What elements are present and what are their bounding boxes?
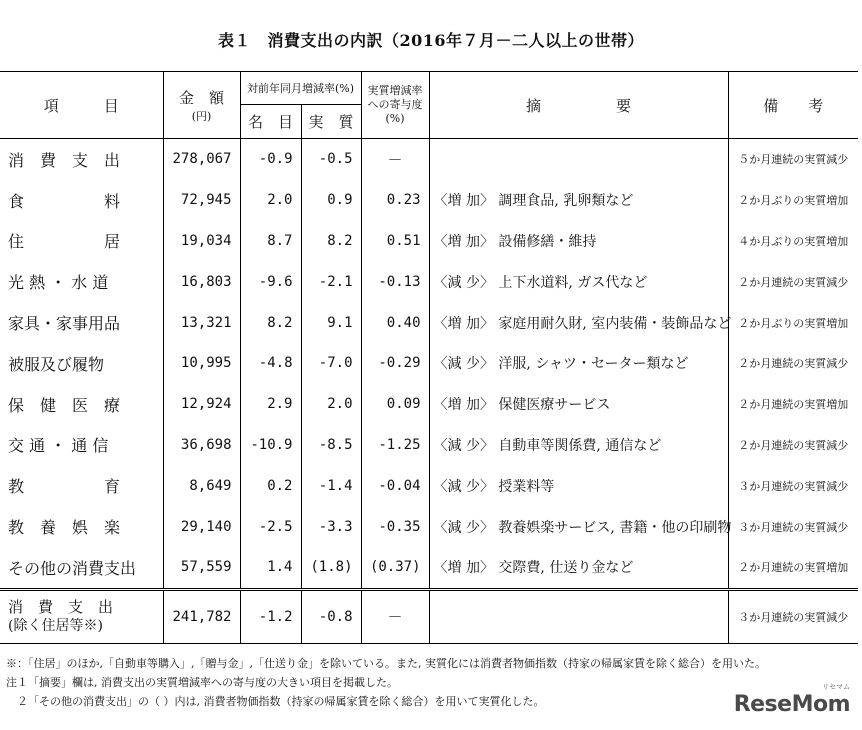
row-remarks: ３か月連続の実質減少 — [728, 465, 858, 506]
row-amount: 16,803 — [163, 261, 240, 302]
header-item: 項 目 — [43, 96, 119, 115]
row-total-excl-contribution: － — [361, 589, 429, 643]
table-row — [0, 343, 858, 384]
row-remarks: ２か月ぶりの実質増加 — [728, 302, 858, 343]
row-contribution: -0.35 — [361, 506, 429, 547]
header-amount: 金 額 (円) — [163, 72, 240, 139]
row-amount: 10,995 — [163, 343, 240, 384]
row-real: -3.3 — [301, 506, 361, 547]
row-nominal: 2.0 — [240, 180, 301, 221]
row-nominal: -0.9 — [240, 139, 301, 180]
row-amount: 36,698 — [163, 425, 240, 466]
row-item: 家具・家事用品 — [8, 314, 121, 334]
row-remarks: ２か月連続の実質減少 — [728, 425, 858, 466]
header-remarks: 備 考 — [728, 72, 858, 139]
row-nominal: -9.6 — [240, 261, 301, 302]
row-real: -7.0 — [301, 343, 361, 384]
table-row — [0, 139, 858, 180]
row-remarks: ５か月連続の実質減少 — [728, 139, 858, 180]
row-summary — [429, 139, 728, 180]
row-total-excl-remarks: ３か月連続の実質減少 — [728, 589, 858, 643]
table-row — [0, 221, 858, 262]
row-nominal: 0.2 — [240, 465, 301, 506]
row-real: -8.5 — [301, 425, 361, 466]
row-contribution: 0.23 — [361, 180, 429, 221]
row-contribution: 0.51 — [361, 221, 429, 262]
row-nominal: 2.9 — [240, 384, 301, 425]
table-row — [0, 384, 858, 425]
row-item: 食 料 — [8, 191, 121, 211]
row-remarks: ３か月連続の実質減少 — [728, 506, 858, 547]
row-summary: 〈減 少〉 自動車等関係費, 通信など — [429, 425, 728, 466]
row-contribution: -0.04 — [361, 465, 429, 506]
row-item: 教 養 娯 楽 — [8, 518, 121, 538]
row-remarks: ２か月連続の実質増加 — [728, 384, 858, 425]
table-row — [0, 547, 858, 589]
row-item: 交 通 ・ 通 信 — [8, 436, 109, 456]
row-real: 8.2 — [301, 221, 361, 262]
row-amount: 8,649 — [163, 465, 240, 506]
row-item: 教 育 — [8, 477, 121, 497]
row-item: 被服及び履物 — [8, 354, 105, 374]
consumption-table — [0, 71, 858, 644]
row-remarks: ２か月連続の実質減少 — [728, 261, 858, 302]
row-summary: 〈増 加〉 家庭用耐久財, 室内装備・装飾品など — [429, 302, 728, 343]
row-total-excl-item: 消 費 支 出 (除く住居等※) — [8, 597, 114, 634]
footnote-asterisk: ※：「住居」のほか,「自動車等購入」,「贈与金」,「仕送り金」を除いている。また, 実質化には消費者物価指数（持家の帰属家賃を除く総合）を用いた。 — [6, 657, 766, 670]
footnotes — [6, 654, 766, 711]
row-total-excl-nominal: -1.2 — [240, 589, 301, 643]
row-total-excl-summary — [429, 589, 728, 643]
footnote-1: 注１「摘要」欄は, 消費支出の実質増減率への寄与度の大きい項目を掲載した。 — [6, 676, 398, 689]
row-amount: 278,067 — [163, 139, 240, 180]
resemom-logo: ReseMom — [733, 692, 850, 717]
row-contribution: 0.09 — [361, 384, 429, 425]
logo-subtext: リセマム — [822, 683, 850, 691]
row-item: 保 健 医 療 — [8, 395, 121, 415]
row-real: -1.4 — [301, 465, 361, 506]
header-contribution: 実質増減率への寄与度(%) — [361, 72, 429, 139]
row-remarks: ２か月連続の実質増加 — [728, 547, 858, 589]
row-item: その他の消費支出 — [8, 558, 137, 578]
row-amount: 29,140 — [163, 506, 240, 547]
row-contribution: -0.13 — [361, 261, 429, 302]
row-nominal: -4.8 — [240, 343, 301, 384]
row-total-excl-amount: 241,782 — [163, 589, 240, 643]
row-contribution: 0.40 — [361, 302, 429, 343]
row-total-excl-real: -0.8 — [301, 589, 361, 643]
row-summary: 〈減 少〉 授業料等 — [429, 465, 728, 506]
row-amount: 19,034 — [163, 221, 240, 262]
row-amount: 13,321 — [163, 302, 240, 343]
row-item: 光 熱 ・ 水 道 — [8, 273, 109, 293]
table-row — [0, 302, 858, 343]
table-row — [0, 425, 858, 466]
header-real: 実 質 — [301, 105, 361, 139]
table-row — [0, 465, 858, 506]
row-summary: 〈増 加〉 保健医療サービス — [429, 384, 728, 425]
table-row — [0, 506, 858, 547]
row-real: 0.9 — [301, 180, 361, 221]
row-real: 9.1 — [301, 302, 361, 343]
row-remarks: ４か月ぶりの実質増加 — [728, 221, 858, 262]
row-contribution: － — [361, 139, 429, 180]
row-summary: 〈減 少〉 教養娯楽サービス, 書籍・他の印刷物 — [429, 506, 728, 547]
table-row — [0, 261, 858, 302]
row-summary: 〈増 加〉 交際費, 仕送り金など — [429, 547, 728, 589]
row-contribution: -0.29 — [361, 343, 429, 384]
row-real: -2.1 — [301, 261, 361, 302]
header-nominal: 名 目 — [240, 105, 301, 139]
header-yoy: 対前年同月増減率(%) — [240, 72, 361, 105]
row-nominal: -10.9 — [240, 425, 301, 466]
row-contribution: -1.25 — [361, 425, 429, 466]
row-real: -0.5 — [301, 139, 361, 180]
header-summary: 摘 要 — [429, 72, 728, 139]
row-remarks: ２か月ぶりの実質増加 — [728, 180, 858, 221]
table-row — [0, 180, 858, 221]
row-real: 2.0 — [301, 384, 361, 425]
row-amount: 72,945 — [163, 180, 240, 221]
row-nominal: -2.5 — [240, 506, 301, 547]
row-nominal: 1.4 — [240, 547, 301, 589]
row-amount: 57,559 — [163, 547, 240, 589]
row-summary: 〈減 少〉 上下水道料, ガス代など — [429, 261, 728, 302]
row-contribution: (0.37) — [361, 547, 429, 589]
row-amount: 12,924 — [163, 384, 240, 425]
row-summary: 〈増 加〉 調理食品, 乳卵類など — [429, 180, 728, 221]
row-item: 住 居 — [8, 232, 121, 252]
row-nominal: 8.2 — [240, 302, 301, 343]
row-real: (1.8) — [301, 547, 361, 589]
row-item: 消 費 支 出 — [8, 150, 121, 170]
row-summary: 〈増 加〉 設備修繕・維持 — [429, 221, 728, 262]
table-title: 表１ 消費支出の内訳（2016年７月－二人以上の世帯） — [217, 31, 645, 50]
footnote-2: ２「その他の消費支出」の（ ）内は, 消費者物価指数（持家の帰属家賃を除く総合）を用いて実質化した。 — [6, 695, 545, 708]
row-summary: 〈減 少〉 洋服, シャツ・セーター類など — [429, 343, 728, 384]
row-remarks: ２か月連続の実質減少 — [728, 343, 858, 384]
row-nominal: 8.7 — [240, 221, 301, 262]
